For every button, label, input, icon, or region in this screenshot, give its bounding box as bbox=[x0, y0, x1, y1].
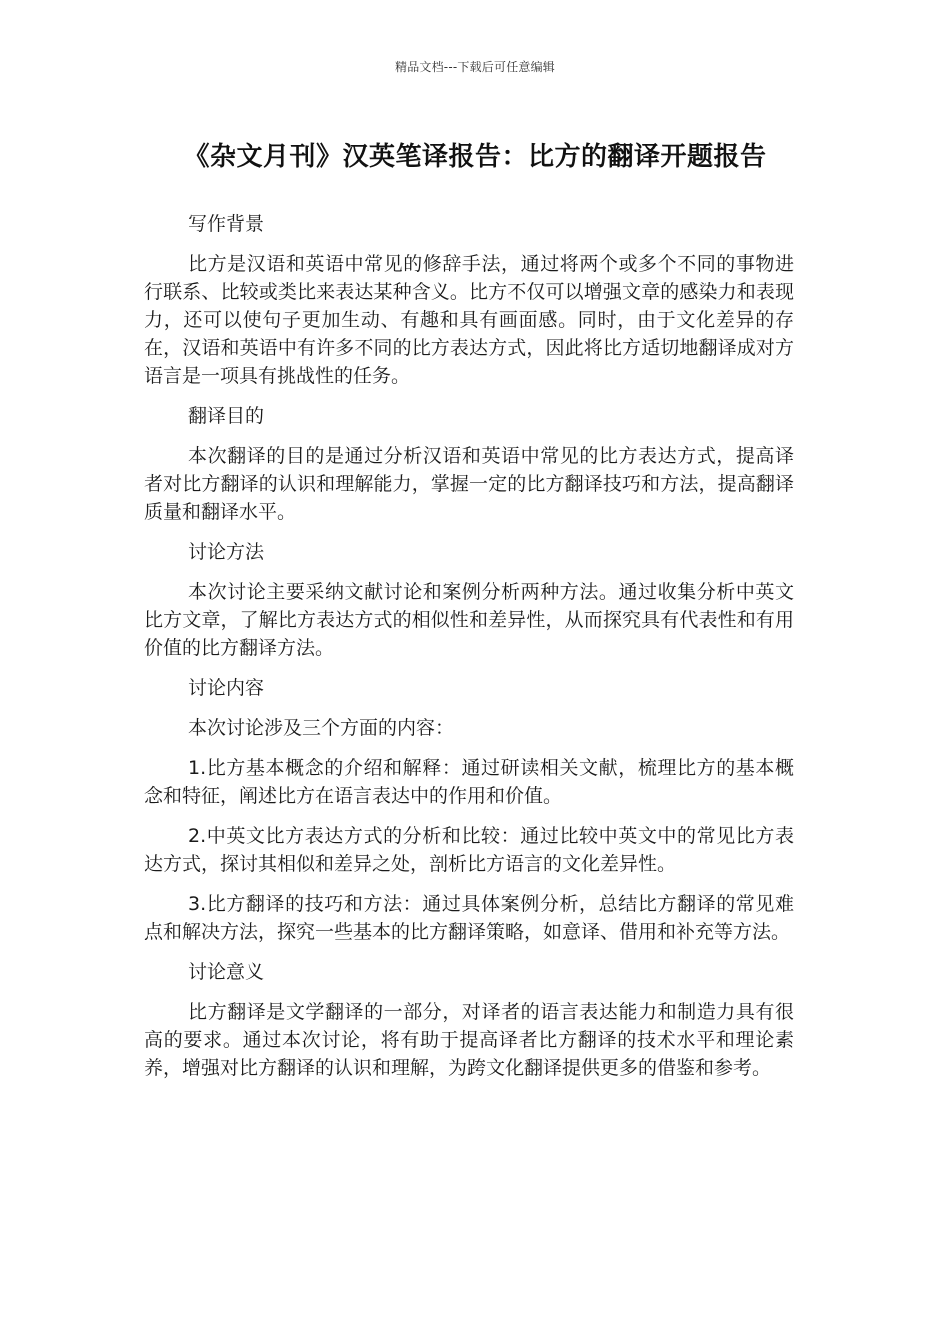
document-title: 《杂文月刊》汉英笔译报告：比方的翻译开题报告 bbox=[183, 142, 767, 172]
section-heading-purpose: 翻译目的 bbox=[188, 405, 265, 427]
document-body bbox=[144, 210, 794, 1094]
section-heading-background: 写作背景 bbox=[188, 213, 265, 235]
list-item-content-2: 2.中英文比方表达方式的分析和比较：通过比较中英文中的常见比方表达方式，探讨其相似和差异之处，剖析比方语言的文化差异性。 bbox=[144, 825, 794, 875]
list-item-content-1: 1.比方基本概念的介绍和解释：通过研读相关文献，梳理比方的基本概念和特征，阐述比方在语言表达中的作用和价值。 bbox=[144, 757, 794, 807]
paragraph-purpose: 本次翻译的目的是通过分析汉语和英语中常见的比方表达方式，提高译者对比方翻译的认识和理解能力，掌握一定的比方翻译技巧和方法，提高翻译质量和翻译水平。 bbox=[144, 445, 794, 523]
paragraph-background: 比方是汉语和英语中常见的修辞手法，通过将两个或多个不同的事物进行联系、比较或类比来表达某种含义。比方不仅可以增强文章的感染力和表现力，还可以使句子更加生动、有趣和具有画面感。同时，由于文化差异的存在，汉语和英语中有许多不同的比方表达方式，因此将比方适切地翻译成对方语言是一项具有挑战性的任务。 bbox=[144, 253, 794, 387]
paragraph-method: 本次讨论主要采纳文献讨论和案例分析两种方法。通过收集分析中英文比方文章，了解比方表达方式的相似性和差异性，从而探究具有代表性和有用价值的比方翻译方法。 bbox=[144, 581, 794, 659]
section-heading-content: 讨论内容 bbox=[188, 677, 265, 699]
list-item-content-3: 3.比方翻译的技巧和方法：通过具体案例分析，总结比方翻译的常见难点和解决方法，探究一些基本的比方翻译策略，如意译、借用和补充等方法。 bbox=[144, 893, 794, 943]
paragraph-significance: 比方翻译是文学翻译的一部分，对译者的语言表达能力和制造力具有很高的要求。通过本次讨论，将有助于提高译者比方翻译的技术水平和理论素养，增强对比方翻译的认识和理解，为跨文化翻译提供更多的借鉴和参考。 bbox=[144, 1001, 794, 1079]
section-heading-significance: 讨论意义 bbox=[188, 961, 265, 983]
section-heading-method: 讨论方法 bbox=[188, 541, 265, 563]
header-note: 精品文档---下载后可任意编辑 bbox=[395, 60, 555, 74]
paragraph-content-intro: 本次讨论涉及三个方面的内容： bbox=[188, 717, 455, 739]
